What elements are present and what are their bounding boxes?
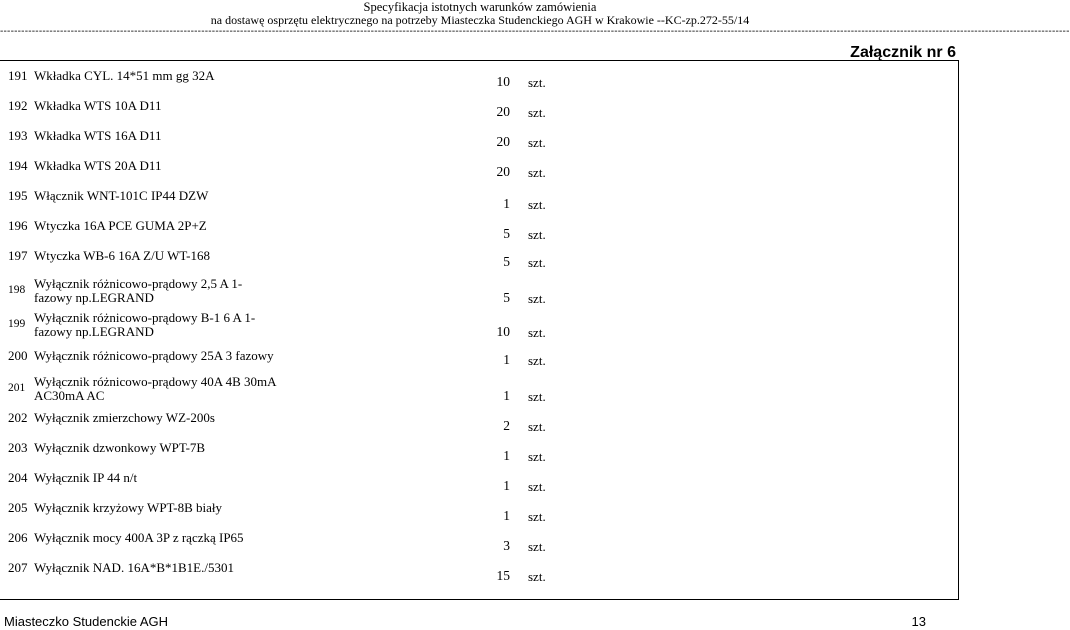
item-name: Wyłącznik różnicowo-prądowy 40A 4B 30mA bbox=[34, 374, 277, 389]
item-number: 194 bbox=[8, 158, 28, 173]
item-name: Wkładka WTS 10A D11 bbox=[34, 98, 162, 113]
item-name: Wkładka WTS 20A D11 bbox=[34, 158, 162, 173]
item-unit: szt. bbox=[528, 479, 546, 494]
footer-org: Miasteczko Studenckie AGH bbox=[4, 614, 169, 629]
item-quantity: 10 bbox=[496, 324, 510, 339]
item-quantity: 1 bbox=[503, 352, 510, 367]
item-unit: szt. bbox=[528, 255, 546, 270]
item-quantity: 1 bbox=[503, 388, 510, 403]
item-number: 191 bbox=[8, 68, 28, 83]
item-name: Wkładka WTS 16A D11 bbox=[34, 128, 162, 143]
item-number: 197 bbox=[8, 248, 28, 263]
item-name: Wtyczka 16A PCE GUMA 2P+Z bbox=[34, 218, 207, 233]
item-quantity: 1 bbox=[503, 196, 510, 211]
item-unit: szt. bbox=[528, 449, 546, 464]
item-quantity: 1 bbox=[503, 508, 510, 523]
item-quantity: 3 bbox=[503, 538, 510, 553]
item-unit: szt. bbox=[528, 569, 546, 584]
item-quantity: 1 bbox=[503, 448, 510, 463]
item-number: 199 bbox=[8, 318, 26, 330]
item-name: Wyłącznik NAD. 16A*B*1B1E./5301 bbox=[34, 560, 234, 575]
item-number: 195 bbox=[8, 188, 28, 203]
item-number: 205 bbox=[8, 500, 28, 515]
item-name: Wyłącznik różnicowo-prądowy 25A 3 fazowy bbox=[34, 348, 274, 363]
item-name: Wtyczka WB-6 16A Z/U WT-168 bbox=[34, 248, 210, 263]
item-number: 206 bbox=[8, 530, 28, 545]
item-unit: szt. bbox=[528, 539, 546, 554]
item-number: 193 bbox=[8, 128, 28, 143]
item-unit: szt. bbox=[528, 105, 546, 120]
header-subtitle: na dostawę osprzętu elektrycznego na potrzeby Miasteczka Studenckiego AGH w Krakowie --KC-zp.272-55/14 bbox=[210, 13, 750, 27]
item-quantity: 2 bbox=[503, 418, 510, 433]
item-quantity: 5 bbox=[503, 254, 510, 269]
item-quantity: 5 bbox=[503, 290, 510, 305]
header-title: Specyfikacja istotnych warunków zamówienia bbox=[363, 0, 597, 14]
item-name: Wyłącznik IP 44 n/t bbox=[34, 470, 138, 485]
item-quantity: 5 bbox=[503, 226, 510, 241]
item-unit: szt. bbox=[528, 135, 546, 150]
item-unit: szt. bbox=[528, 419, 546, 434]
item-unit: szt. bbox=[528, 291, 546, 306]
page-footer bbox=[0, 614, 960, 630]
item-name: Wyłącznik dzwonkowy WPT-7B bbox=[34, 440, 206, 455]
item-name: Włącznik WNT-101C IP44 DZW bbox=[34, 188, 209, 203]
item-name: AC30mA AC bbox=[34, 388, 105, 403]
item-quantity: 20 bbox=[496, 134, 510, 149]
item-number: 203 bbox=[8, 440, 28, 455]
item-name: Wyłącznik krzyżowy WPT-8B biały bbox=[34, 500, 223, 515]
item-number: 207 bbox=[8, 560, 28, 575]
item-unit: szt. bbox=[528, 227, 546, 242]
page-number: 13 bbox=[911, 614, 926, 629]
item-quantity: 20 bbox=[496, 104, 510, 119]
item-name: Wyłącznik mocy 400A 3P z rączką IP65 bbox=[34, 530, 244, 545]
item-name: Wyłącznik zmierzchowy WZ-200s bbox=[34, 410, 215, 425]
item-number: 202 bbox=[8, 410, 28, 425]
header-rule: --------------------------------------------------------------------------------------------------------------------------------------------------------------------------------------------------------------------------------------------------------------------------------------------------------------- bbox=[0, 26, 1070, 37]
attachment-label: Załącznik nr 6 bbox=[850, 44, 956, 61]
item-number: 196 bbox=[8, 218, 28, 233]
item-number: 198 bbox=[8, 284, 26, 296]
item-name: Wyłącznik różnicowo-prądowy B-1 6 A 1- bbox=[34, 310, 256, 325]
item-quantity: 15 bbox=[496, 568, 510, 583]
item-quantity: 20 bbox=[496, 164, 510, 179]
item-number: 200 bbox=[8, 348, 28, 363]
item-unit: szt. bbox=[528, 353, 546, 368]
item-quantity: 10 bbox=[496, 74, 510, 89]
item-name: fazowy np.LEGRAND bbox=[34, 324, 154, 339]
document-header bbox=[0, 1, 960, 27]
item-name: Wyłącznik różnicowo-prądowy 2,5 A 1- bbox=[34, 276, 243, 291]
item-unit: szt. bbox=[528, 75, 546, 90]
item-number: 201 bbox=[8, 382, 26, 394]
item-unit: szt. bbox=[528, 197, 546, 212]
item-name: fazowy np.LEGRAND bbox=[34, 290, 154, 305]
item-unit: szt. bbox=[528, 509, 546, 524]
item-number: 192 bbox=[8, 98, 28, 113]
item-unit: szt. bbox=[528, 325, 546, 340]
item-name: Wkładka CYL. 14*51 mm gg 32A bbox=[34, 68, 215, 83]
item-quantity: 1 bbox=[503, 478, 510, 493]
item-number: 204 bbox=[8, 470, 28, 485]
item-unit: szt. bbox=[528, 389, 546, 404]
item-unit: szt. bbox=[528, 165, 546, 180]
